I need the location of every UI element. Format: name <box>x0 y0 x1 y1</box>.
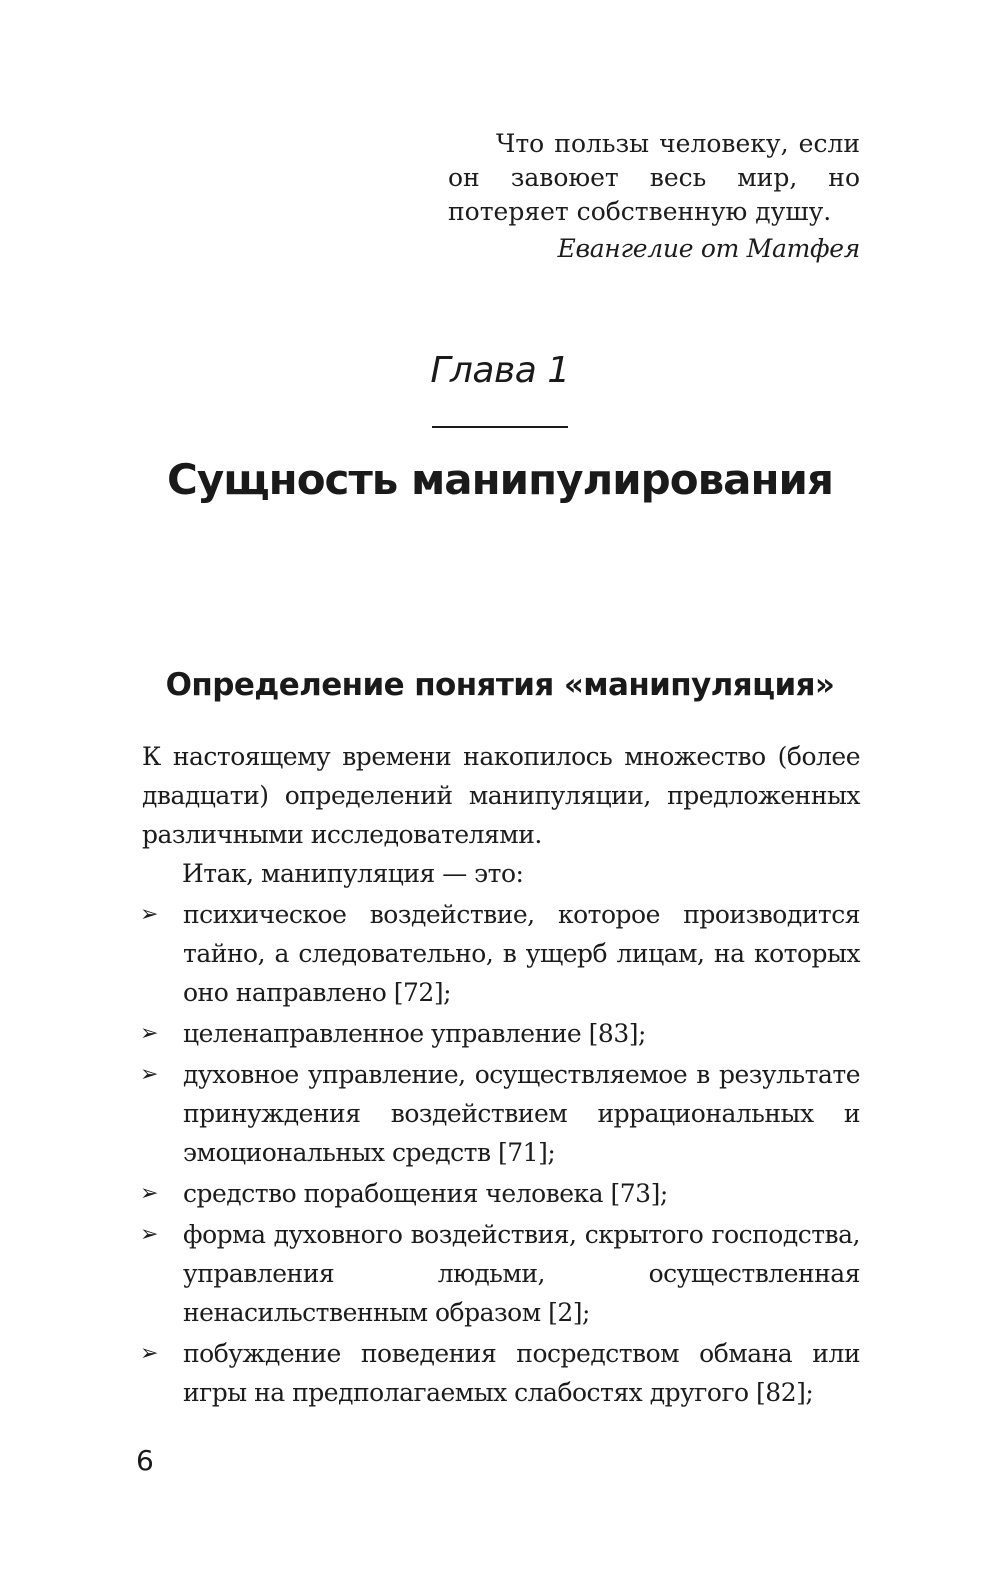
list-item-text: психическое воздействие, которое производится тайно, а следовательно, в ущерб лицам, на которых оно направлено [72]; <box>183 900 860 1007</box>
definition-list <box>142 895 860 1412</box>
arrow-bullet-icon: ➢ <box>140 1021 158 1046</box>
list-item-text: целенаправленное управление [83]; <box>183 1019 646 1048</box>
list-item <box>142 1174 860 1213</box>
list-item <box>142 1055 860 1172</box>
arrow-bullet-icon: ➢ <box>140 1222 158 1247</box>
body-text <box>142 737 860 1412</box>
list-item-text: средство порабощения человека [73]; <box>183 1179 668 1208</box>
intro-paragraph: К настоящему времени накопилось множество (более двадцати) определений манипуляции, предложенных различными исследователями. <box>142 742 860 849</box>
list-item <box>142 1334 860 1412</box>
arrow-bullet-icon: ➢ <box>140 1062 158 1087</box>
list-item <box>142 1215 860 1332</box>
arrow-bullet-icon: ➢ <box>140 1341 158 1366</box>
epigraph-quote: Что пользы человеку, если он завоюет весь мир, но потеряет собственную душу. <box>448 129 860 226</box>
lead-line: Итак, манипуляция — это: <box>182 859 524 888</box>
epigraph <box>448 127 860 266</box>
epigraph-source: Евангелие от Матфея <box>557 234 860 263</box>
list-item-text: форма духовного воздействия, скрытого господства, управления людьми, осуществленная ненасильственным образом [2]; <box>183 1220 860 1327</box>
list-item-text: духовное управление, осуществляемое в результате принуждения воздействием иррациональных и эмоциональных средств [71]; <box>183 1060 860 1167</box>
list-item <box>142 1014 860 1053</box>
chapter-divider <box>432 426 568 428</box>
section-title: Определение понятия «манипуляция» <box>165 667 835 703</box>
arrow-bullet-icon: ➢ <box>140 902 158 927</box>
chapter-title: Сущность манипулирования <box>167 455 833 504</box>
list-item <box>142 895 860 1012</box>
page-number: 6 <box>136 1444 154 1477</box>
chapter-number: Глава 1 <box>430 350 570 391</box>
arrow-bullet-icon: ➢ <box>140 1181 158 1206</box>
list-item-text: побуждение поведения посредством обмана или игры на предполагаемых слабостях другого [82]; <box>183 1339 860 1407</box>
